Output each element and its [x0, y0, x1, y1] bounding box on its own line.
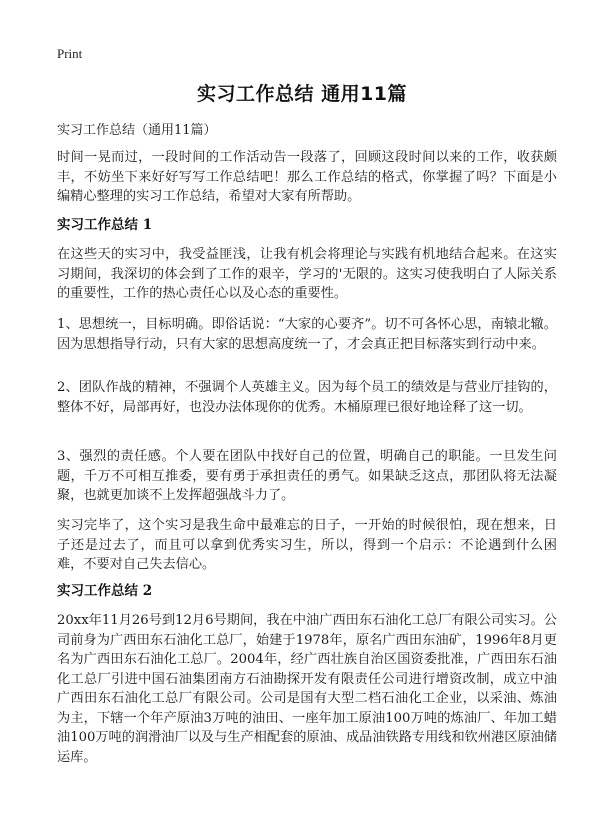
document-subtitle: 实习工作总结（通用11篇） — [57, 123, 217, 138]
section-heading-1: 实习工作总结 1 — [57, 217, 153, 233]
section-1-paragraph-1: 在这些天的实习中，我受益匪浅，让我有机会将理论与实践有机地结合起来。在这实习期间，我深切的体会到了工作的艰辛，学习的'无限的。这实习使我明白了人际关系的重要性，工作的热心责任心以及心态的重要性。 — [57, 247, 557, 301]
print-label: Print — [57, 46, 83, 61]
section-1-paragraph-2: 1、思想统一，目标明确。即俗话说：“大家的心要齐”。切不可各怀心思，南辕北辙。因为思想指导行动，只有大家的思想高度统一了，才会真正把目标落实到行动中来。 — [57, 317, 557, 352]
section-heading-2: 实习工作总结 2 — [57, 583, 153, 599]
section-1-paragraph-4: 3、强烈的责任感。个人要在团队中找好自己的位置，明确自己的职能。一旦发生问题，千万不可相互推委，要有勇于承担责任的勇气。如果缺乏这点，那团队将无法凝聚，也就更加谈不上发挥超强战斗力了。 — [57, 449, 557, 503]
document-title: 实习工作总结 通用11篇 — [196, 83, 408, 105]
section-1-paragraph-5: 实习完毕了，这个实习是我生命中最难忘的日子，一开始的时候很怕，现在想来，日子还是过去了，而且可以拿到优秀实习生，所以，得到一个启示：不论遇到什么困难，不要对自己失去信心。 — [57, 518, 557, 572]
section-2-paragraph-1: 20xx年11月26号到12月6号期间，我在中油广西田东石油化工总厂有限公司实习。公司前身为广西田东石油化工总厂，始建于1978年，原名广西田东油矿，1996年8月更名为广西田东石油化工总厂。2004年，经广西壮族自治区国资委批准，广西田东石油化工总厂引进中国石油集团南方石油勘探开发有限责任公司进行增资改制，成立中油广西田东石油化工总厂有限公司。公司是国有大型二档石油化工企业，以采油、炼油为主，下辖一个年产原油3万吨的油田、一座年加工原油100万吨的炼油厂、年加工蜡油100万吨的润滑油厂以及与生产相配套的原油、成品油铁路专用线和钦州港区原油储运库。 — [57, 613, 557, 765]
section-1-paragraph-3: 2、团队作战的精神，不强调个人英雄主义。因为每个员工的绩效是与营业厅挂钩的，整体不好，局部再好，也没办法体现你的优秀。木桶原理已很好地诠释了这一切。 — [57, 380, 557, 415]
intro-paragraph: 时间一晃而过，一段时间的工作活动告一段落了，回顾这段时间以来的工作，收获颇丰，不妨坐下来好好写写工作总结吧！那么工作总结的格式，你掌握了吗？下面是小编精心整理的实习工作总结，希望对大家有所帮助。 — [57, 150, 557, 204]
